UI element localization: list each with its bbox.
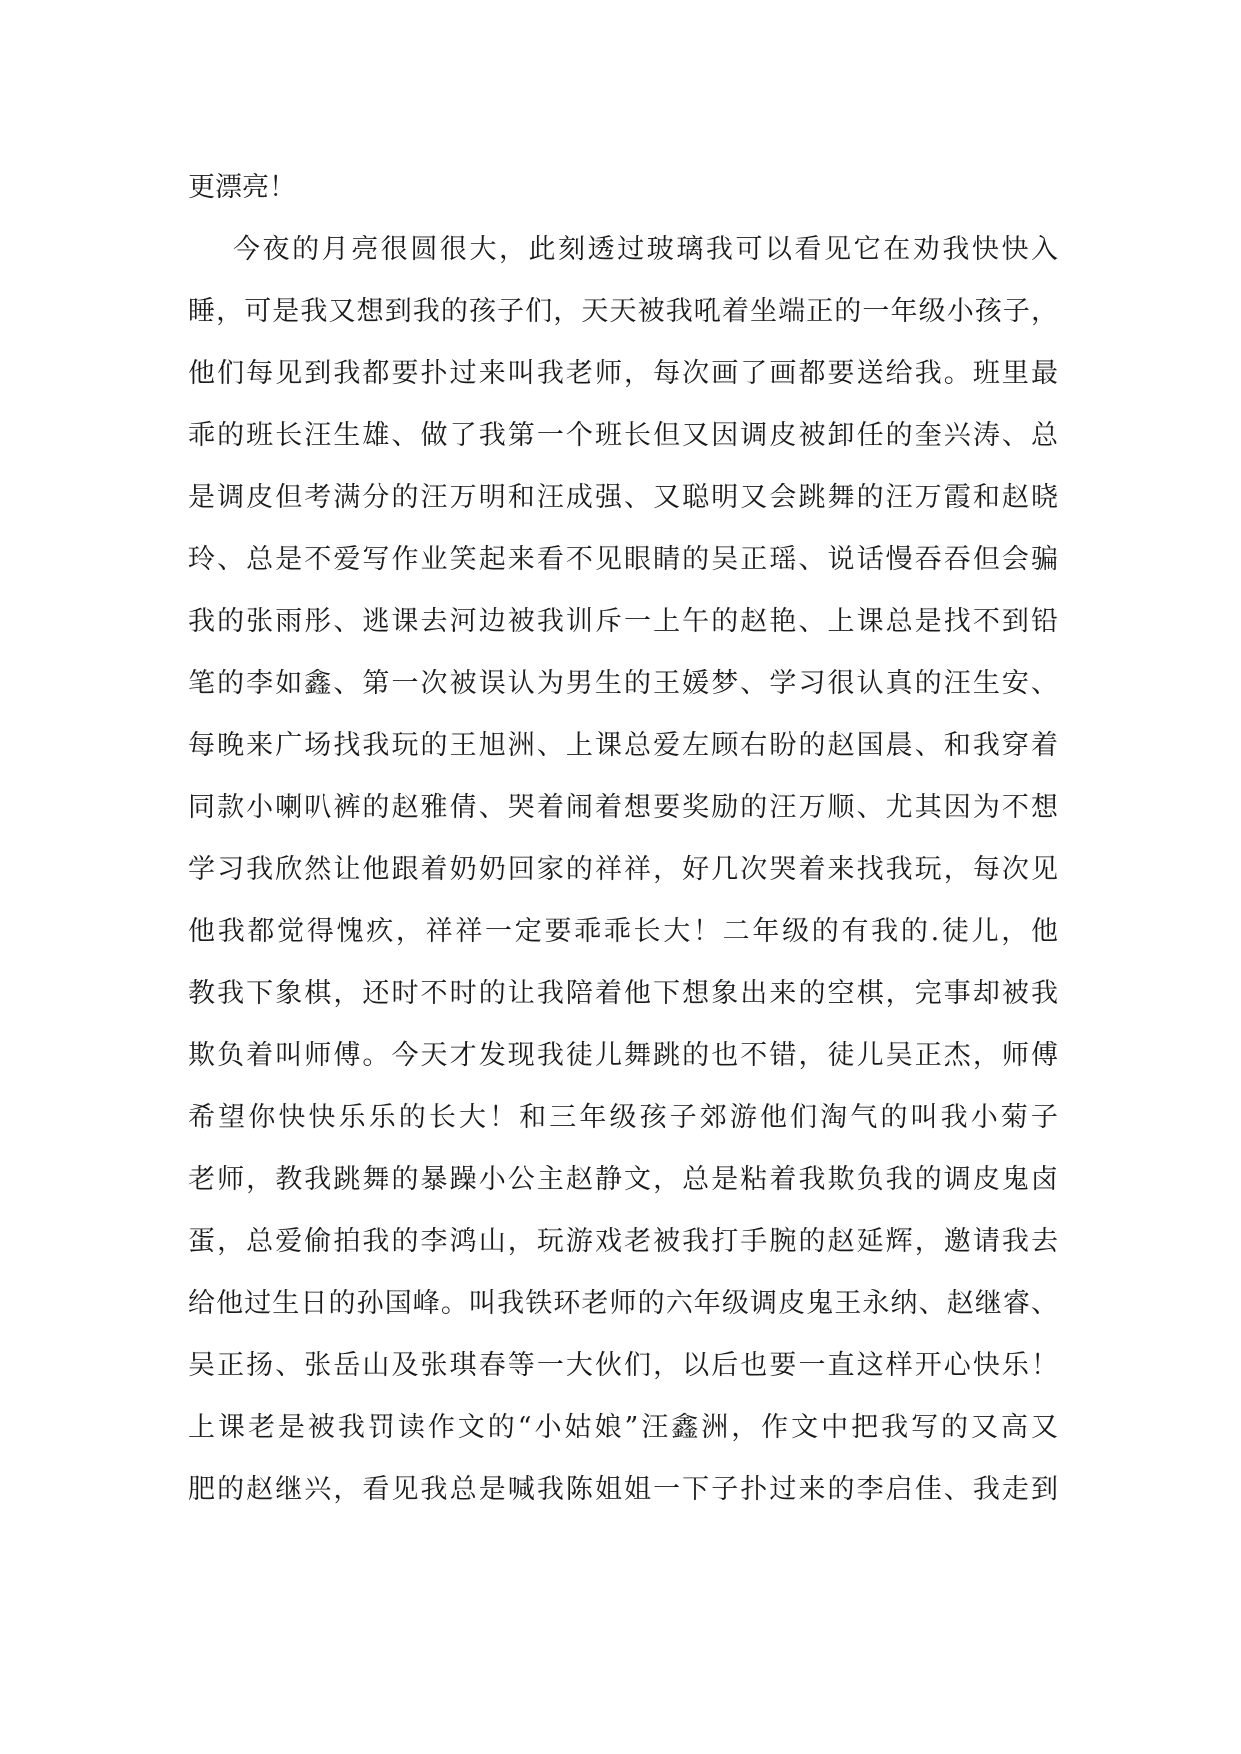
text-line: 玲、总是不爱写作业笑起来看不见眼睛的吴正瑶、说话慢吞吞但会骗 bbox=[188, 544, 1058, 575]
text-line: 吴正扬、张岳山及张琪春等一大伙们，以后也要一直这样开心快乐！ bbox=[188, 1350, 1058, 1381]
article-body bbox=[188, 157, 1058, 1521]
text-line: 我的张雨彤、逃课去河边被我训斥一上午的赵艳、上课总是找不到铅 bbox=[188, 606, 1058, 637]
text-line: 给他过生日的孙国峰。叫我铁环老师的六年级调皮鬼王永纳、赵继睿、 bbox=[188, 1288, 1058, 1319]
text-line: 更漂亮！ bbox=[188, 172, 296, 203]
text-line: 蛋，总爱偷拍我的李鸿山，玩游戏老被我打手腕的赵延辉，邀请我去 bbox=[188, 1226, 1058, 1257]
text-line: 欺负着叫师傅。今天才发现我徒儿舞跳的也不错，徒儿吴正杰，师傅 bbox=[188, 1040, 1058, 1071]
text-line: 肥的赵继兴，看见我总是喊我陈姐姐一下子扑过来的李启佳、我走到 bbox=[188, 1474, 1058, 1505]
text-line: 同款小喇叭裤的赵雅倩、哭着闹着想要奖励的汪万顺、尤其因为不想 bbox=[188, 792, 1058, 823]
text-line: 老师，教我跳舞的暴躁小公主赵静文，总是粘着我欺负我的调皮鬼卤 bbox=[188, 1164, 1058, 1195]
text-line: 教我下象棋，还时不时的让我陪着他下想象出来的空棋，完事却被我 bbox=[188, 978, 1058, 1009]
text-line: 是调皮但考满分的汪万明和汪成强、又聪明又会跳舞的汪万霞和赵晓 bbox=[188, 482, 1058, 513]
text-line: 每晚来广场找我玩的王旭洲、上课总爱左顾右盼的赵国晨、和我穿着 bbox=[188, 730, 1058, 761]
text-line: 乖的班长汪生雄、做了我第一个班长但又因调皮被卸任的奎兴涛、总 bbox=[188, 420, 1058, 451]
text-line: 他们每见到我都要扑过来叫我老师，每次画了画都要送给我。班里最 bbox=[188, 358, 1058, 389]
text-line: 笔的李如鑫、第一次被误认为男生的王媛梦、学习很认真的汪生安、 bbox=[188, 668, 1058, 699]
text-line: 今夜的月亮很圆很大，此刻透过玻璃我可以看见它在劝我快快入 bbox=[233, 234, 1058, 265]
text-line: 学习我欣然让他跟着奶奶回家的祥祥，好几次哭着来找我玩，每次见 bbox=[188, 854, 1058, 885]
text-line: 睡，可是我又想到我的孩子们，天天被我吼着坐端正的一年级小孩子， bbox=[188, 296, 1058, 327]
text-line: 希望你快快乐乐的长大！和三年级孩子郊游他们淘气的叫我小菊子 bbox=[188, 1102, 1058, 1133]
text-line: 他我都觉得愧疚，祥祥一定要乖乖长大！二年级的有我的.徒儿，他 bbox=[188, 916, 1058, 947]
text-line: 上课老是被我罚读作文的“小姑娘”汪鑫洲，作文中把我写的又高又 bbox=[188, 1412, 1058, 1443]
